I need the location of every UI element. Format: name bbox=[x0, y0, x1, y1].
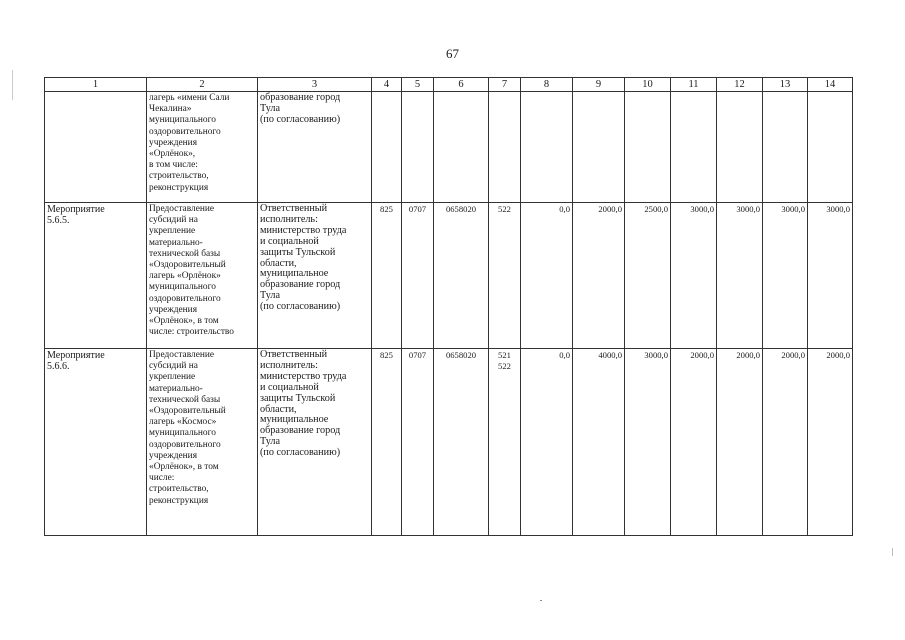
column-header: 2 bbox=[147, 78, 258, 92]
funding-amount-cell bbox=[521, 92, 573, 203]
column-number-row bbox=[45, 78, 853, 92]
responsible-executor-cell bbox=[258, 349, 372, 536]
responsible-executor-cell-line: исполнитель: bbox=[260, 359, 318, 371]
activity-description-cell-line: строительство, bbox=[149, 171, 209, 182]
activity-description-cell-line: укрепление bbox=[149, 372, 196, 383]
activity-name-cell bbox=[45, 92, 147, 203]
funding-amount-cell bbox=[717, 92, 763, 203]
activity-description-cell-line: муниципального bbox=[149, 282, 216, 293]
funding-amount-cell: 3000,0 bbox=[671, 203, 717, 349]
column-header: 14 bbox=[808, 78, 853, 92]
activity-description-cell-line: материально- bbox=[149, 237, 203, 248]
table-body bbox=[45, 92, 853, 536]
ministry-code-cell: 825 bbox=[372, 349, 402, 536]
column-header: 1 bbox=[45, 78, 147, 92]
responsible-executor-cell bbox=[258, 203, 372, 349]
responsible-executor-cell-line: образование город bbox=[260, 425, 341, 437]
activity-name-cell-line: 5.6.5. bbox=[47, 215, 70, 226]
responsible-executor-cell-line: и социальной bbox=[260, 381, 319, 393]
page-number: 67 bbox=[446, 46, 459, 61]
funding-amount-cell bbox=[808, 92, 853, 203]
table-row bbox=[45, 92, 853, 203]
funding-amount-cell: 2000,0 bbox=[808, 349, 853, 536]
funding-amount-cell: 0,0 bbox=[521, 349, 573, 536]
activity-name-cell-line: Мероприятие bbox=[47, 350, 105, 361]
column-header: 9 bbox=[573, 78, 625, 92]
expense-type-cell bbox=[489, 92, 521, 203]
column-header: 3 bbox=[258, 78, 372, 92]
activity-description-cell-line: материально- bbox=[149, 383, 203, 394]
activity-name-cell-line: 5.6.6. bbox=[47, 361, 70, 372]
activity-description-cell-line: «Оздоровительный bbox=[149, 260, 226, 271]
funding-amount-cell: 2500,0 bbox=[625, 203, 671, 349]
responsible-executor-cell-line: Тула bbox=[260, 436, 280, 448]
activity-description-cell-line: Предоставление bbox=[149, 204, 215, 214]
responsible-executor-cell-line: области, bbox=[260, 403, 297, 415]
responsible-executor-cell-line: (по согласованию) bbox=[260, 301, 341, 313]
responsible-executor-cell-line: образование город bbox=[260, 279, 341, 291]
activity-description-cell-line: укрепление bbox=[149, 226, 196, 237]
activity-description-cell-line: строительство, bbox=[149, 484, 209, 495]
funding-amount-cell: 2000,0 bbox=[671, 349, 717, 536]
funding-amount-cell: 3000,0 bbox=[717, 203, 763, 349]
responsible-executor-cell-line: министерство труда bbox=[260, 370, 347, 382]
activity-description-cell-line: оздоровительного bbox=[149, 293, 221, 304]
responsible-executor-cell-line: Ответственный bbox=[260, 349, 328, 360]
responsible-executor-cell-line: Тула bbox=[260, 102, 280, 114]
activity-description-cell-line: оздоровительного bbox=[149, 439, 221, 450]
activity-description-cell-line: технической базы bbox=[149, 394, 221, 405]
responsible-executor-cell-line: и социальной bbox=[260, 235, 319, 247]
activity-description-cell-line: «Орлёнок», bbox=[149, 149, 196, 160]
activity-description-cell-line: субсидий на bbox=[149, 215, 198, 226]
section-code-cell: 0707 bbox=[402, 349, 434, 536]
column-header: 4 bbox=[372, 78, 402, 92]
funding-amount-cell: 3000,0 bbox=[763, 203, 808, 349]
funding-amount-cell: 2000,0 bbox=[573, 203, 625, 349]
activity-description-cell bbox=[147, 203, 258, 349]
column-header: 8 bbox=[521, 78, 573, 92]
column-header: 11 bbox=[671, 78, 717, 92]
responsible-executor-cell-line: министерство труда bbox=[260, 224, 347, 236]
funding-amount-cell: 2000,0 bbox=[763, 349, 808, 536]
section-code-cell: 0707 bbox=[402, 203, 434, 349]
responsible-executor-cell-line: муниципальное bbox=[260, 268, 329, 280]
funding-amount-cell: 3000,0 bbox=[625, 349, 671, 536]
target-article-cell: 0658020 bbox=[434, 203, 489, 349]
funding-amount-cell bbox=[573, 92, 625, 203]
activity-description-cell-line: учреждения bbox=[149, 137, 198, 148]
responsible-executor-cell-line: (по согласованию) bbox=[260, 447, 341, 459]
activity-description-cell-line: оздоровительного bbox=[149, 126, 221, 137]
responsible-executor-cell-line: исполнитель: bbox=[260, 213, 318, 225]
funding-amount-cell: 2000,0 bbox=[717, 349, 763, 536]
responsible-executor-cell-line: Тула bbox=[260, 290, 280, 302]
funding-amount-cell bbox=[763, 92, 808, 203]
responsible-executor-cell-line: Ответственный bbox=[260, 203, 328, 214]
activity-description-cell-line: учреждения bbox=[149, 450, 198, 461]
activity-description-cell-line: учреждения bbox=[149, 304, 198, 315]
activity-description-cell-line: лагерь «Космос» bbox=[149, 417, 217, 428]
responsible-executor-cell bbox=[258, 92, 372, 203]
activity-description-cell-line: «Орлёнок», в том bbox=[149, 316, 219, 327]
activity-description-cell-line: числе: строительство bbox=[149, 327, 234, 338]
activity-description-cell-line: субсидий на bbox=[149, 361, 198, 372]
activity-description-cell bbox=[147, 349, 258, 536]
activity-description-cell-line: технической базы bbox=[149, 248, 221, 259]
activity-name-cell bbox=[45, 203, 147, 349]
table-row bbox=[45, 203, 853, 349]
column-header: 5 bbox=[402, 78, 434, 92]
expense-type-cell bbox=[489, 349, 521, 536]
activity-description-cell-line: лагерь «имени Сали bbox=[149, 93, 230, 103]
activity-description-cell-line: «Оздоровительный bbox=[149, 406, 226, 417]
activity-description-cell-line: Чекалина» bbox=[149, 104, 192, 115]
funding-amount-cell: 3000,0 bbox=[808, 203, 853, 349]
funding-amount-cell bbox=[625, 92, 671, 203]
activity-description-cell-line: муниципального bbox=[149, 115, 216, 126]
activity-description-cell bbox=[147, 92, 258, 203]
column-header: 7 bbox=[489, 78, 521, 92]
ministry-code-cell bbox=[372, 92, 402, 203]
expense-type-cell bbox=[489, 203, 521, 349]
activity-description-cell-line: числе: bbox=[149, 473, 175, 484]
activity-description-cell-line: лагерь «Орлёнок» bbox=[149, 271, 221, 282]
section-code-cell bbox=[402, 92, 434, 203]
activity-description-cell-line: «Орлёнок», в том bbox=[149, 462, 219, 473]
column-header: 13 bbox=[763, 78, 808, 92]
ministry-code-cell: 825 bbox=[372, 203, 402, 349]
table-row bbox=[45, 349, 853, 536]
program-activities-table bbox=[44, 77, 853, 536]
expense-type-cell-line: 522 bbox=[498, 204, 511, 214]
funding-amount-cell: 4000,0 bbox=[573, 349, 625, 536]
activity-description-cell-line: Предоставление bbox=[149, 350, 215, 360]
target-article-cell bbox=[434, 92, 489, 203]
funding-amount-cell bbox=[671, 92, 717, 203]
responsible-executor-cell-line: защиты Тульской bbox=[260, 246, 336, 258]
expense-type-cell-line: 522 bbox=[498, 361, 511, 371]
expense-type-cell-line: 521 bbox=[498, 350, 511, 360]
column-header: 12 bbox=[717, 78, 763, 92]
activity-name-cell bbox=[45, 349, 147, 536]
column-header: 10 bbox=[625, 78, 671, 92]
activity-description-cell-line: муниципального bbox=[149, 428, 216, 439]
responsible-executor-cell-line: области, bbox=[260, 257, 297, 269]
activity-description-cell-line: в том числе: bbox=[149, 160, 198, 171]
column-header: 6 bbox=[434, 78, 489, 92]
responsible-executor-cell-line: защиты Тульской bbox=[260, 392, 336, 404]
responsible-executor-cell-line: (по согласованию) bbox=[260, 113, 341, 125]
activity-description-cell-line: реконструкция bbox=[149, 182, 209, 193]
responsible-executor-cell-line: образование город bbox=[260, 92, 341, 103]
responsible-executor-cell-line: муниципальное bbox=[260, 414, 329, 426]
target-article-cell: 0658020 bbox=[434, 349, 489, 536]
activity-description-cell-line: реконструкция bbox=[149, 495, 209, 506]
funding-amount-cell: 0,0 bbox=[521, 203, 573, 349]
activity-name-cell-line: Мероприятие bbox=[47, 204, 105, 215]
